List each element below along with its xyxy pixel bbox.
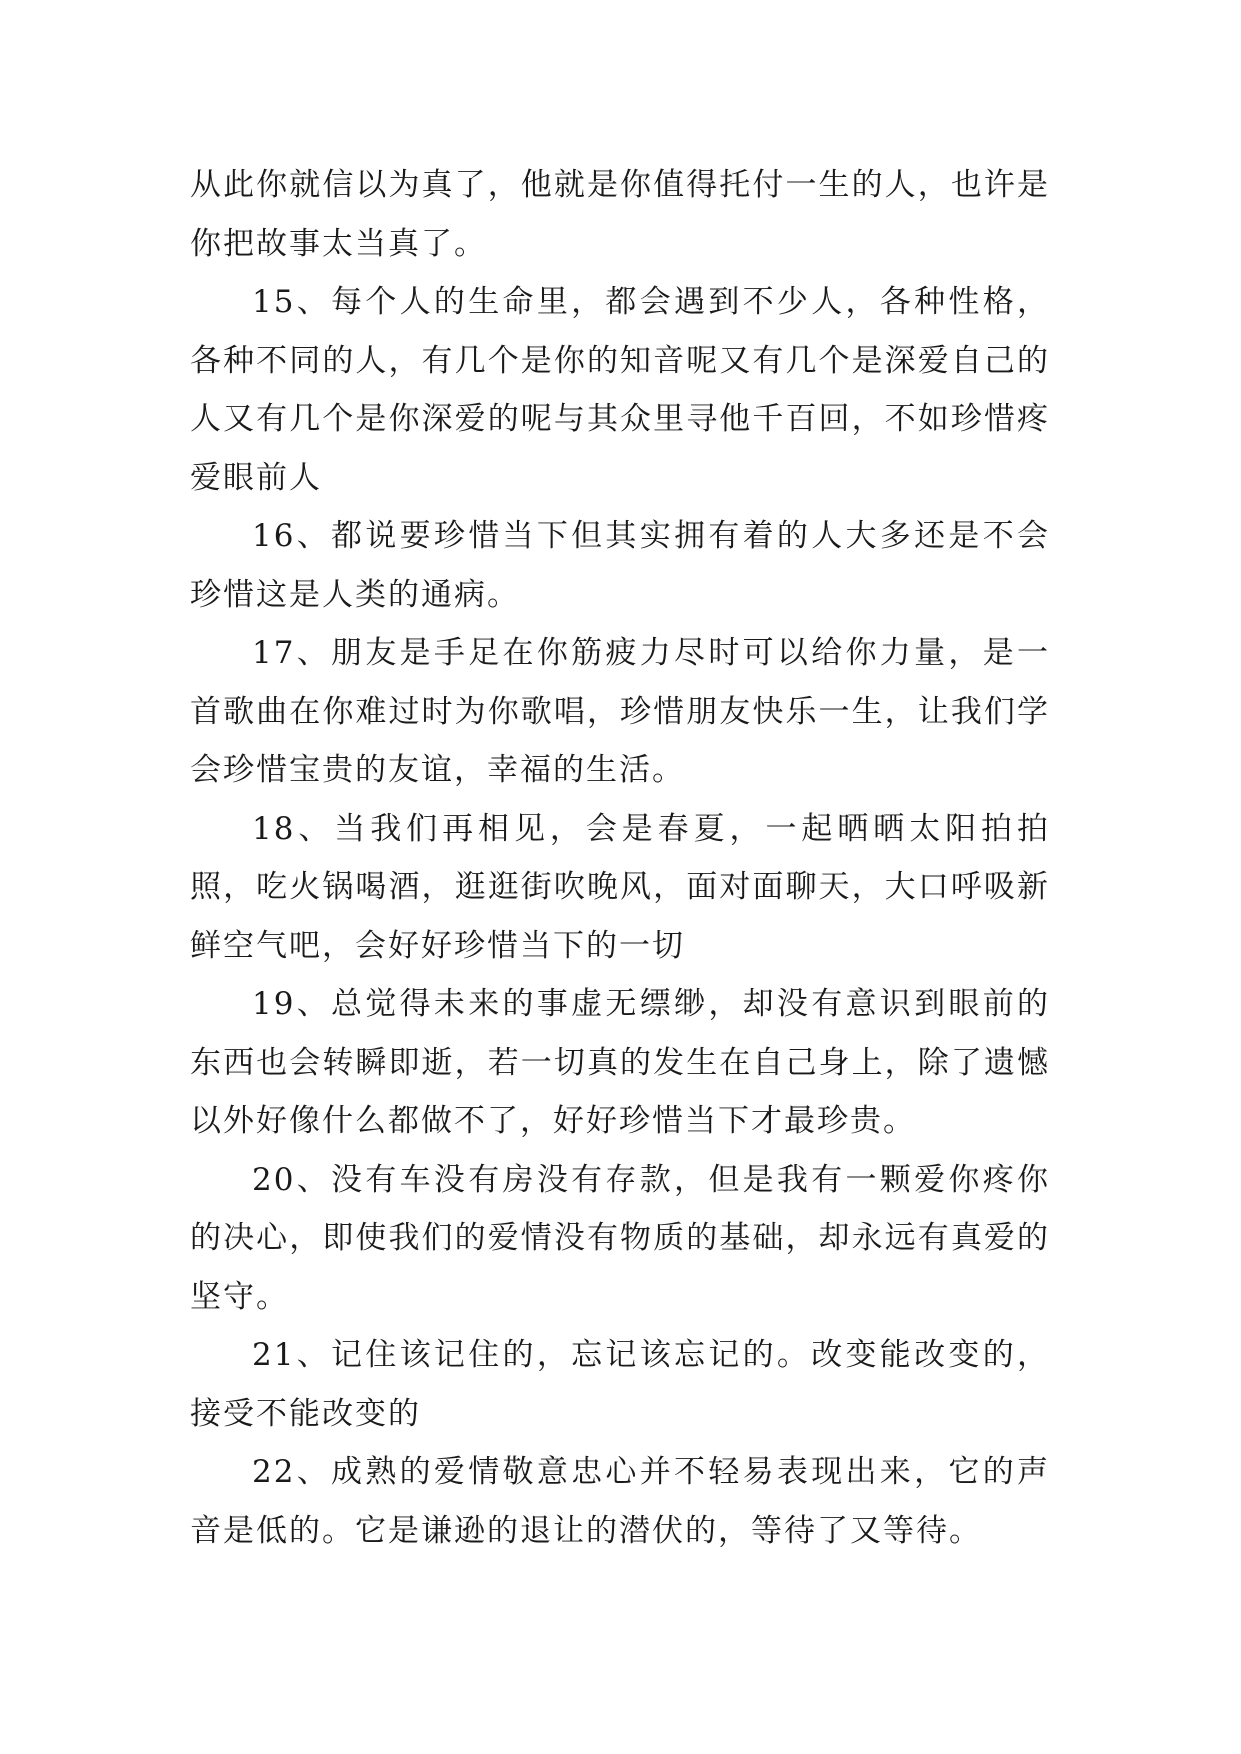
paragraph-15: 15、每个人的生命里，都会遇到不少人，各种性格，各种不同的人，有几个是你的知音呢又有几个是深爱自己的人又有几个是你深爱的呢与其众里寻他千百回，不如珍惜疼爱眼前人	[190, 284, 1050, 496]
paragraph-22: 22、成熟的爱情敬意忠心并不轻易表现出来，它的声音是低的。它是谦逊的退让的潜伏的，等待了又等待。	[190, 1454, 1050, 1549]
paragraph-17: 17、朋友是手足在你筋疲力尽时可以给你力量，是一首歌曲在你难过时为你歌唱，珍惜朋友快乐一生，让我们学会珍惜宝贵的友谊，幸福的生活。	[190, 635, 1050, 788]
document-body	[190, 156, 1050, 1560]
paragraph-18: 18、当我们再相见，会是春夏，一起晒晒太阳拍拍照，吃火锅喝酒，逛逛街吹晚风，面对面聊天，大口呼吸新鲜空气吧，会好好珍惜当下的一切	[190, 810, 1050, 964]
paragraph-continuation: 从此你就信以为真了，他就是你值得托付一生的人，也许是你把故事太当真了。	[190, 167, 1050, 262]
paragraph-19: 19、总觉得未来的事虚无缥缈，却没有意识到眼前的东西也会转瞬即逝，若一切真的发生在自己身上，除了遗憾以外好像什么都做不了，好好珍惜当下才最珍贵。	[190, 986, 1050, 1139]
paragraph-21: 21、记住该记住的，忘记该忘记的。改变能改变的，接受不能改变的	[190, 1337, 1050, 1432]
paragraph-20: 20、没有车没有房没有存款，但是我有一颗爱你疼你的决心，即使我们的爱情没有物质的基础，却永远有真爱的坚守。	[190, 1161, 1050, 1315]
paragraph-16: 16、都说要珍惜当下但其实拥有着的人大多还是不会珍惜这是人类的通病。	[190, 518, 1050, 613]
